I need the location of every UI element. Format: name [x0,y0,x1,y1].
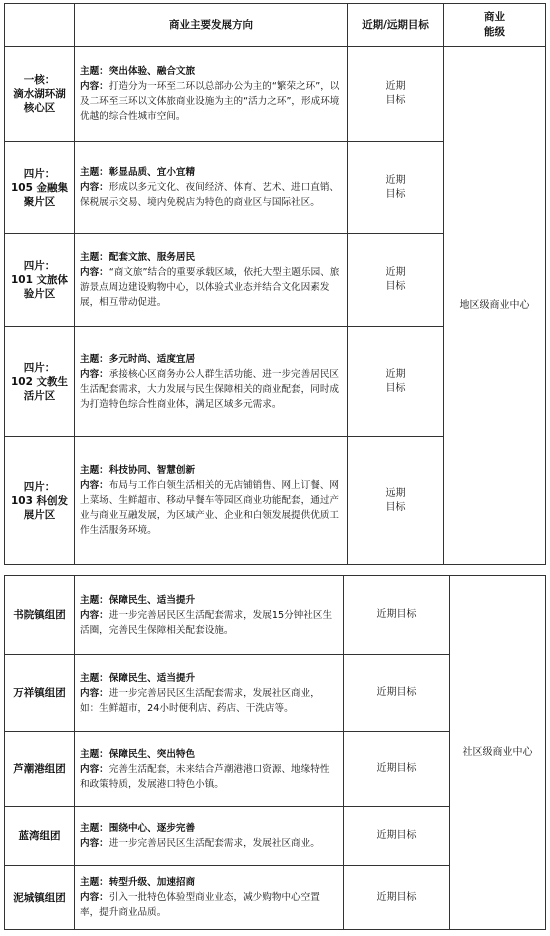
zone-line: 一核： [23,74,56,86]
target-line: 目标 [385,188,406,200]
direction-cell [75,47,348,142]
zone-cell: 芦潮港组团 [5,732,75,807]
theme-label: 主题： [80,66,109,77]
target-line: 近期 [385,368,406,380]
direction-cell [75,142,348,234]
zone-line: 活片区 [23,389,56,402]
zone-line: 展片区 [23,508,56,521]
zone-line: 四片： [23,260,56,272]
target-line: 近期 [385,267,406,278]
header-level [444,4,546,47]
theme-text: 围绕中心、逐步完善 [108,823,196,834]
target-cell [348,234,444,327]
target-line: 目标 [385,382,406,394]
content-label: 内容： [80,182,109,193]
content-text: 布局与工作白领生活相关的无店铺销售、网上订餐、网上菜场、生鲜超市、移动早餐车等园区商业功能配套，通过产业与商业互融发展，为区域产业、企业和白领发展提供优质工作生活服务环境。 [80,480,340,536]
theme-text: 配套文旅、服务居民 [108,252,196,263]
target-cell: 近期目标 [344,732,450,807]
content-label: 内容： [80,368,109,380]
content-text: 进一步完善居民区生活配套需求，发展15分钟社区生活圈，完善民生保障相关配套设施。 [80,609,333,636]
community-commercial-table [4,575,546,930]
target-line: 目标 [385,501,406,513]
target-line: 远期 [385,487,406,499]
theme-text: 突出体验、融合文旅 [108,66,196,77]
level-cell-community: 社区级商业中心 [450,576,546,930]
target-cell [348,437,444,565]
target-cell [348,47,444,142]
zone-line: 四片： [23,480,56,493]
direction-cell [75,437,348,565]
target-cell [348,142,444,234]
target-line: 目标 [385,281,406,292]
direction-cell [75,732,344,807]
target-cell: 近期目标 [344,576,450,655]
header-row [5,4,546,47]
table-row [5,47,546,142]
direction-cell [75,327,348,437]
content-text: 打造分为一环至二环以总部办公为主的“繁荣之环”，以及二环至三环以文体旅商业设施为主的“活力之环”，形成环境优越的综合性城市空间。 [80,81,340,122]
header-target: 近期/远期目标 [348,4,444,47]
target-line: 近期 [385,81,406,92]
theme-text: 保障民生、突出特色 [108,748,196,760]
theme-text: 保障民生、适当提升 [108,672,196,684]
content-label: 内容： [80,81,109,92]
zone-line: 聚片区 [23,195,56,208]
theme-label: 主题： [80,353,109,365]
content-text: 完善生活配套，未来结合芦潮港港口资源、地缘特性和政策特质，发展港口特色小镇。 [80,763,330,790]
theme-label: 主题： [80,823,109,834]
content-label: 内容： [80,609,109,621]
table-row [5,576,546,655]
zone-line: 103 科创发 [10,494,69,507]
zone-line: 验片区 [23,288,56,300]
theme-label: 主题： [80,877,109,888]
direction-cell [75,655,344,732]
zone-line: 101 文旅体 [10,274,69,286]
content-text: 引入一批特色体验型商业业态，减少购物中心空置率，提升商业品质。 [80,892,320,918]
level-cell-district: 地区级商业中心 [444,47,546,565]
content-label: 内容： [80,480,109,491]
zone-cell: 书院镇组团 [5,576,75,655]
theme-label: 主题： [80,252,109,263]
header-level-line2: 能级 [484,26,505,38]
zone-cell: 蓝湾组团 [5,807,75,866]
target-line: 近期 [385,174,406,186]
content-label: 内容： [80,687,109,699]
content-label: 内容： [80,763,109,775]
theme-text: 多元时尚、适度宜居 [108,353,196,365]
content-text: 承接核心区商务办公人群生活功能、进一步完善居民区生活配套需求，大力发展与民生保障相关的商业配套，同时成为打造特色综合性商业体，满足区域多元需求。 [80,368,340,410]
district-commercial-table [4,3,546,565]
target-cell: 近期目标 [344,655,450,732]
zone-cell: 泥城镇组团 [5,866,75,930]
theme-label: 主题： [80,594,109,606]
zone-line: 四片： [23,167,56,180]
direction-cell [75,576,344,655]
zone-line: 102 文教生 [10,375,69,388]
zone-line: 滴水湖环湖 [13,88,66,100]
theme-text: 保障民生、适当提升 [108,594,196,606]
zone-cell [5,142,75,234]
zone-cell [5,437,75,565]
zone-cell [5,327,75,437]
content-text: 进一步完善居民区生活配套需求，发展社区商业。 [108,838,320,849]
theme-label: 主题： [80,167,109,178]
content-text: “商文旅”结合的重要承载区域，依托大型主题乐园、旅游景点周边建设购物中心，以体验式业态并结合文化因素发展，相互带动促进。 [80,267,340,308]
theme-text: 彰显品质、宜小宜精 [108,167,196,178]
header-level-line1: 商业 [484,11,505,23]
direction-cell [75,234,348,327]
zone-cell [5,234,75,327]
target-line: 目标 [385,95,406,106]
target-cell: 近期目标 [344,866,450,930]
theme-label: 主题： [80,672,109,684]
header-zone-cell [5,4,75,47]
direction-cell [75,866,344,930]
content-label: 内容： [80,267,109,278]
target-cell: 近期目标 [344,807,450,866]
theme-label: 主题： [80,465,109,476]
theme-text: 转型升级、加速招商 [108,877,196,888]
theme-text: 科技协同、智慧创新 [108,465,196,476]
content-label: 内容： [80,892,109,903]
header-direction: 商业主要发展方向 [75,4,348,47]
content-text: 进一步完善居民区生活配套需求，发展社区商业，如：生鲜超市，24小时便利店、药店、干洗店等。 [80,687,320,714]
zone-line: 105 金融集 [10,181,69,194]
content-label: 内容： [80,838,109,849]
zone-line: 核心区 [23,102,56,114]
zone-cell: 万祥镇组团 [5,655,75,732]
theme-label: 主题： [80,748,109,760]
zone-cell [5,47,75,142]
content-text: 形成以多元文化、夜间经济、体育、艺术、进口直销、保税展示交易、境内免税店为特色的商业区与国际社区。 [80,182,340,208]
target-cell [348,327,444,437]
zone-line: 四片： [23,361,56,374]
direction-cell [75,807,344,866]
